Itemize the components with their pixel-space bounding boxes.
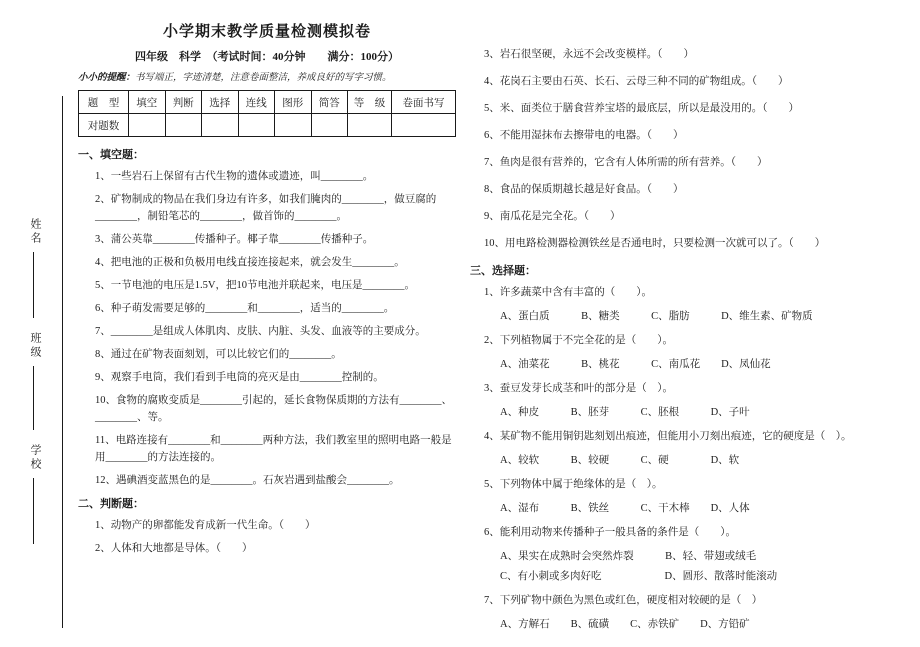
choice-question-text: 6、能利用动物来传播种子一般具备的条件是（ ）。 [484,527,736,538]
choice-options: A、较软 B、较硬 C、硬 D、软 [500,455,740,466]
class-blank-line [33,366,34,430]
school-label: 学校 [29,444,41,472]
fill-question-4: 4、把电池的正极和负极用电线直接连接起来，就会发生________。 [95,257,405,268]
score-empty-cell [311,114,348,137]
right-column [470,46,908,640]
choice-question-text: 2、下列植物属于不完全花的是（ ）。 [484,335,673,346]
score-empty-cell [238,114,275,137]
reminder-text: 书写端正，字迹清楚，注意卷面整洁，养成良好的写字习惯。 [135,73,392,83]
student-school-field [27,444,43,472]
score-header-cell: 题 型 [79,91,129,114]
choice-question-6 [470,524,908,585]
name-label: 姓名 [29,218,41,246]
reminder-label: 小小的提醒： [78,73,136,83]
reminder-line [78,69,456,83]
judge-question-1: 1、动物产的卵都能发育成新一代生命。（ ） [95,520,316,531]
score-table [78,90,456,137]
score-empty-cell [165,114,202,137]
score-header-cell: 图形 [275,91,312,114]
fill-question-7: 7、________是组成人体肌肉、皮肤、内脏、头发、血液等的主要成分。 [95,326,426,337]
score-header-cell: 简答 [311,91,348,114]
score-row-label: 对题数 [79,114,129,137]
choice-options: A、油菜花 B、桃花 C、南瓜花 D、凤仙花 [500,359,771,370]
score-header-cell: 等 级 [348,91,392,114]
judge-question-2: 2、人体和大地都是导体。（ ） [95,543,253,554]
choice-question-text: 1、许多蔬菜中含有丰富的（ ）。 [484,287,652,298]
student-name-field [27,218,43,246]
choice-question-7 [470,592,908,633]
fill-question-6: 6、种子萌发需要足够的________和________，适当的________。 [95,303,395,314]
page-title: 小学期末教学质量检测模拟卷 [162,24,371,40]
choice-question-5 [470,476,908,517]
judge-question-5: 5、米、面类位于膳食营养宝塔的最底层，所以是最没用的。（ ） [484,103,799,114]
section-title-choice: 三、选择题： [470,265,536,277]
score-empty-cell [202,114,239,137]
score-header-cell: 判断 [165,91,202,114]
choice-question-3 [470,380,908,421]
fill-question-8: 8、通过在矿物表面刻划，可以比较它们的________。 [95,349,342,360]
choice-question-text: 7、下列矿物中颜色为黑色或红色，硬度相对较硬的是（ ） [484,595,763,606]
choice-question-2 [470,332,908,373]
fill-question-5: 5、一节电池的电压是1.5V，把10节电池并联起来，电压是________。 [95,280,415,291]
score-table-header-row [79,91,456,114]
class-label: 班级 [29,332,41,360]
fill-question-2: 2、矿物制成的物品在我们身边有许多，如我们腌肉的________，做豆腐的________，制铅笔芯的________，做首饰的________。 [95,194,437,222]
judge-question-6: 6、不能用湿抹布去擦带电的电器。（ ） [484,130,684,141]
fill-question-1: 1、一些岩石上保留有古代生物的遗体或遗迹，叫________。 [95,171,374,182]
choice-options: C、有小刺或多肉好吃 D、圆形、散落时能滚动 [500,571,778,582]
left-column [78,20,456,563]
choice-options: A、方解石 B、硫磺 C、赤铁矿 D、方铅矿 [500,619,750,630]
judge-question-7: 7、鱼肉是很有营养的，它含有人体所需的所有营养。（ ） [484,157,768,168]
school-blank-line [33,478,34,544]
fill-question-11: 11、电路连接有________和________两种方法，我们教室里的照明电路一般是用________的方法连接的。 [95,435,452,463]
choice-question-text: 5、下列物体中属于绝缘体的是（ ）。 [484,479,663,490]
judge-question-4: 4、花岗石主要由石英、长石、云母三种不同的矿物组成。（ ） [484,76,789,87]
section-title-judge: 二、判断题： [78,498,144,510]
fill-question-10: 10、食物的腐败变质是________引起的，延长食物保质期的方法有________、________、等。 [95,395,452,423]
exam-info-line: 四年级 科学 （考试时间：40分钟 满分：100分） [135,51,399,63]
judge-question-8: 8、食品的保质期越长越是好食品。（ ） [484,184,684,195]
seal-divider-line [62,96,63,628]
student-class-field [27,332,43,360]
judge-question-10: 10、用电路检测器检测铁丝是否通电时，只要检测一次就可以了。（ ） [484,238,826,249]
choice-options: A、湿布 B、铁丝 C、干木棒 D、人体 [500,503,750,514]
choice-question-4 [470,428,908,469]
score-header-cell: 填空 [129,91,166,114]
choice-options: A、种皮 B、胚芽 C、胚根 D、子叶 [500,407,750,418]
name-blank-line [33,252,34,318]
score-table-value-row [79,114,456,137]
choice-question-text: 3、蚕豆发芽长成茎和叶的部分是（ ）。 [484,383,673,394]
choice-question-1 [470,284,908,325]
score-header-cell: 选择 [202,91,239,114]
score-empty-cell [275,114,312,137]
choice-options: A、蛋白质 B、糖类 C、脂肪 D、维生素、矿物质 [500,311,813,322]
judge-question-3: 3、岩石很坚硬，永远不会改变模样。（ ） [484,49,694,60]
score-header-cell: 连线 [238,91,275,114]
judge-question-9: 9、南瓜花是完全花。（ ） [484,211,621,222]
choice-question-text: 4、某矿物不能用铜钥匙刻划出痕迹，但能用小刀刻出痕迹，它的硬度是（ ）。 [484,431,852,442]
score-empty-cell [129,114,166,137]
score-header-cell: 卷面书写 [392,91,456,114]
score-empty-cell [392,114,456,137]
fill-question-3: 3、蒲公英靠________传播种子。椰子靠________传播种子。 [95,234,374,245]
fill-question-12: 12、遇碘酒变蓝黑色的是________。石灰岩遇到盐酸会________。 [95,475,400,486]
section-title-fill-blank: 一、填空题： [78,149,144,161]
choice-options: A、果实在成熟时会突然炸裂 B、轻、带翅或绒毛 [500,551,757,562]
fill-question-9: 9、观察手电筒，我们看到手电筒的亮灭是由________控制的。 [95,372,384,383]
score-empty-cell [348,114,392,137]
